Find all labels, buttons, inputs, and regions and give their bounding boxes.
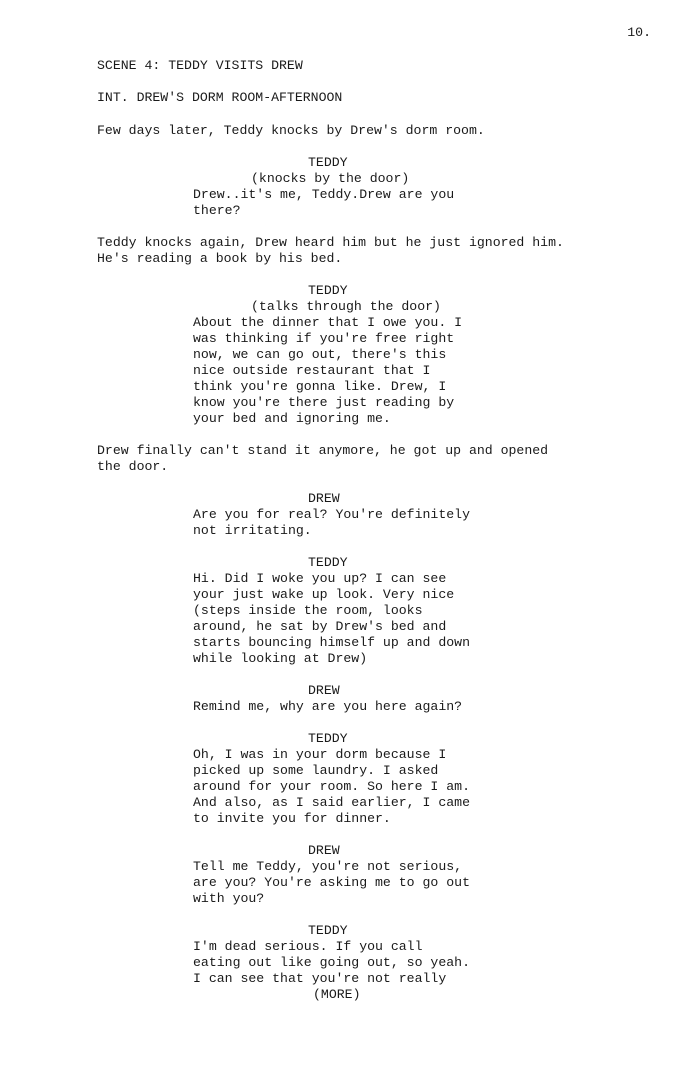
slugline: INT. DREW'S DORM ROOM-AFTERNOON — [97, 90, 343, 105]
dialogue-line: there? — [193, 203, 241, 218]
character-name: TEDDY — [308, 283, 348, 298]
dialogue-line: was thinking if you're free right — [193, 331, 455, 346]
dialogue-line: your just wake up look. Very nice — [193, 587, 455, 602]
dialogue-line: Remind me, why are you here again? — [193, 699, 463, 714]
dialogue-line: I can see that you're not really — [193, 971, 447, 986]
character-name: DREW — [308, 683, 340, 698]
dialogue-line: picked up some laundry. I asked — [193, 763, 439, 778]
dialogue-block-drew — [97, 683, 677, 715]
dialogue-block-teddy — [97, 155, 677, 219]
character-name: TEDDY — [308, 923, 348, 938]
page-number: 10. — [627, 25, 651, 40]
parenthetical: (talks through the door) — [251, 299, 441, 314]
dialogue-line: not irritating. — [193, 523, 312, 538]
dialogue-line: Tell me Teddy, you're not serious, — [193, 859, 463, 874]
action-line: Teddy knocks again, Drew heard him but he just ignored him. — [97, 235, 564, 250]
dialogue-line: nice outside restaurant that I — [193, 363, 431, 378]
character-name: DREW — [308, 491, 340, 506]
dialogue-line: your bed and ignoring me. — [193, 411, 391, 426]
parenthetical: (knocks by the door) — [251, 171, 410, 186]
character-name: TEDDY — [308, 731, 348, 746]
dialogue-line: Oh, I was in your dorm because I — [193, 747, 447, 762]
dialogue-line: Drew..it's me, Teddy.Drew are you — [193, 187, 455, 202]
dialogue-line: to invite you for dinner. — [193, 811, 391, 826]
dialogue-line: (steps inside the room, looks — [193, 603, 423, 618]
more-continuation: (MORE) — [313, 987, 361, 1002]
dialogue-line: Are you for real? You're definitely — [193, 507, 470, 522]
dialogue-line: are you? You're asking me to go out — [193, 875, 470, 890]
dialogue-block-teddy — [97, 923, 677, 1003]
dialogue-block-teddy — [97, 555, 677, 667]
dialogue-line: About the dinner that I owe you. I — [193, 315, 463, 330]
dialogue-line: with you? — [193, 891, 265, 906]
dialogue-line: I'm dead serious. If you call — [193, 939, 423, 954]
dialogue-line: around, he sat by Drew's bed and — [193, 619, 447, 634]
dialogue-line: Hi. Did I woke you up? I can see — [193, 571, 447, 586]
dialogue-line: while looking at Drew) — [193, 651, 368, 666]
script-content — [97, 58, 677, 1019]
action-line: the door. — [97, 459, 169, 474]
dialogue-line: eating out like going out, so yeah. — [193, 955, 470, 970]
character-name: DREW — [308, 843, 340, 858]
action-line: He's reading a book by his bed. — [97, 251, 343, 266]
scene-heading: SCENE 4: TEDDY VISITS DREW — [97, 58, 303, 73]
character-name: TEDDY — [308, 155, 348, 170]
action-line: Few days later, Teddy knocks by Drew's dorm room. — [97, 123, 485, 138]
dialogue-block-teddy — [97, 283, 677, 427]
dialogue-line: now, we can go out, there's this — [193, 347, 447, 362]
dialogue-line: around for your room. So here I am. — [193, 779, 470, 794]
action-line: Drew finally can't stand it anymore, he got up and opened — [97, 443, 549, 458]
dialogue-block-drew — [97, 843, 677, 907]
dialogue-line: starts bouncing himself up and down — [193, 635, 470, 650]
character-name: TEDDY — [308, 555, 348, 570]
dialogue-block-teddy — [97, 731, 677, 827]
dialogue-line: know you're there just reading by — [193, 395, 455, 410]
dialogue-line: think you're gonna like. Drew, I — [193, 379, 447, 394]
action-block — [97, 235, 677, 267]
dialogue-block-drew — [97, 491, 677, 539]
dialogue-line: And also, as I said earlier, I came — [193, 795, 470, 810]
action-block — [97, 443, 677, 475]
action-block — [97, 123, 677, 139]
